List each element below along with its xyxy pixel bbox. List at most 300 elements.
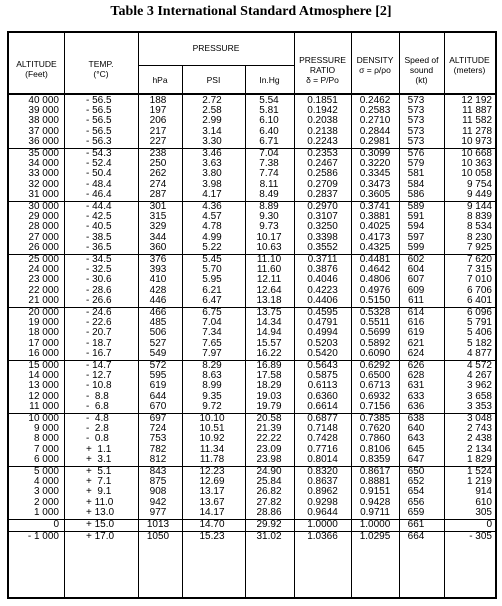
cell-pressure-ratio: 0.8637 bbox=[307, 476, 338, 488]
cell-altitude-feet: 14 000 bbox=[28, 370, 59, 382]
header-density-line2: σ = ρ/ρo bbox=[359, 65, 391, 75]
cell-inhg: 13.75 bbox=[256, 307, 282, 318]
cell-altitude-meters: 5 406 bbox=[466, 327, 492, 339]
cell-density: 0.4976 bbox=[359, 284, 391, 296]
cell-temp: - 20.7 bbox=[86, 327, 112, 339]
cell-inhg: 7.38 bbox=[259, 158, 279, 170]
cell-psi: 8.29 bbox=[202, 360, 222, 371]
cell-psi: 5.95 bbox=[202, 274, 222, 286]
cell-altitude-meters: 8 534 bbox=[466, 221, 492, 233]
cell-psi: 4.17 bbox=[202, 188, 222, 200]
cell-density: 0.9151 bbox=[359, 486, 391, 498]
cell-altitude-meters: 7 315 bbox=[466, 264, 492, 276]
cell-altitude-meters: 2 438 bbox=[466, 433, 492, 445]
cell-inhg: 19.03 bbox=[256, 390, 282, 402]
cell-pressure-ratio: 0.4994 bbox=[307, 327, 338, 339]
cell-speed-of-sound: 656 bbox=[407, 496, 425, 508]
cell-temp: + 1.1 bbox=[86, 443, 112, 455]
cell-speed-of-sound: 602 bbox=[407, 254, 425, 265]
cell-psi: 4.57 bbox=[202, 211, 222, 223]
cell-psi: 13.17 bbox=[199, 486, 225, 498]
cell-temp: - 46.4 bbox=[86, 188, 112, 200]
cell-pressure-ratio: 0.2970 bbox=[307, 201, 338, 212]
cell-speed-of-sound: 573 bbox=[407, 125, 425, 137]
cell-altitude-meters: 10 973 bbox=[461, 135, 492, 147]
cell-density: 0.4806 bbox=[359, 274, 391, 286]
cell-speed-of-sound: 628 bbox=[407, 370, 425, 382]
cell-pressure-ratio: 0.5643 bbox=[307, 360, 338, 371]
cell-pressure-ratio: 0.7716 bbox=[307, 443, 338, 455]
cell-altitude-feet: 24 000 bbox=[28, 264, 59, 276]
cell-temp: - 24.6 bbox=[86, 307, 112, 318]
divider bbox=[444, 33, 445, 597]
cell-hpa: 1050 bbox=[146, 531, 170, 543]
cell-density: 0.5699 bbox=[359, 327, 391, 339]
cell-psi: 6.75 bbox=[202, 307, 222, 318]
cell-pressure-ratio: 0.2243 bbox=[307, 135, 338, 147]
cell-inhg: 20.58 bbox=[256, 413, 282, 424]
header-temp bbox=[64, 59, 138, 79]
cell-inhg: 16.89 bbox=[256, 360, 282, 371]
cell-temp: - 28.6 bbox=[86, 284, 112, 296]
cell-inhg: 6.71 bbox=[259, 135, 279, 147]
cell-inhg: 10.17 bbox=[256, 231, 282, 243]
cell-speed-of-sound: 652 bbox=[407, 476, 425, 488]
cell-speed-of-sound: 581 bbox=[407, 168, 425, 180]
cell-pressure-ratio: 0.7148 bbox=[307, 423, 338, 435]
cell-pressure-ratio: 0.9644 bbox=[307, 506, 338, 518]
header-altitude-label: ALTITUDE bbox=[16, 59, 57, 69]
cell-density: 0.3220 bbox=[359, 158, 391, 170]
cell-temp: - 32.5 bbox=[86, 264, 112, 276]
cell-pressure-ratio: 0.2353 bbox=[307, 148, 338, 159]
header-sound-line1: Speed of bbox=[404, 55, 439, 65]
cell-altitude-meters: 3 658 bbox=[466, 390, 492, 402]
cell-psi: 9.72 bbox=[202, 400, 222, 412]
cell-psi: 7.04 bbox=[202, 317, 222, 329]
cell-altitude-meters: 6 401 bbox=[466, 294, 492, 306]
cell-temp: - 26.6 bbox=[86, 294, 112, 306]
cell-altitude-meters: 1 829 bbox=[466, 453, 492, 465]
cell-density: 0.4642 bbox=[359, 264, 391, 276]
cell-density: 0.8106 bbox=[359, 443, 391, 455]
cell-psi: 3.30 bbox=[202, 135, 222, 147]
cell-hpa: 753 bbox=[149, 433, 167, 445]
cell-psi: 2.99 bbox=[202, 115, 222, 127]
cell-temp: - 36.5 bbox=[86, 241, 112, 253]
cell-speed-of-sound: 647 bbox=[407, 453, 425, 465]
cell-altitude-meters: 9 754 bbox=[466, 178, 492, 190]
cell-speed-of-sound: 594 bbox=[407, 221, 425, 233]
cell-hpa: 527 bbox=[149, 337, 167, 349]
cell-altitude-feet: 25 000 bbox=[28, 254, 59, 265]
cell-temp: + 9.1 bbox=[86, 486, 112, 498]
cell-temp: + 15.0 bbox=[86, 519, 115, 530]
cell-pressure-ratio: 0.5420 bbox=[307, 347, 338, 359]
cell-speed-of-sound: 643 bbox=[407, 433, 425, 445]
cell-speed-of-sound: 654 bbox=[407, 486, 425, 498]
cell-speed-of-sound: 631 bbox=[407, 380, 425, 392]
cell-speed-of-sound: 591 bbox=[407, 211, 425, 223]
cell-temp: - 22.6 bbox=[86, 317, 112, 329]
cell-hpa: 506 bbox=[149, 327, 167, 339]
cell-density: 0.5511 bbox=[360, 317, 390, 329]
cell-hpa: 376 bbox=[149, 254, 167, 265]
cell-temp: + 3.1 bbox=[86, 453, 112, 465]
cell-temp: + 5.1 bbox=[86, 466, 112, 477]
cell-temp: - 16.7 bbox=[86, 347, 112, 359]
cell-hpa: 206 bbox=[149, 115, 167, 127]
cell-speed-of-sound: 584 bbox=[407, 178, 425, 190]
cell-altitude-meters: 8 230 bbox=[466, 231, 492, 243]
cell-speed-of-sound: 611 bbox=[408, 294, 424, 306]
cell-pressure-ratio: 0.3107 bbox=[307, 211, 338, 223]
cell-density: 0.4325 bbox=[359, 241, 391, 253]
cell-altitude-feet: 17 000 bbox=[28, 337, 59, 349]
cell-density: 0.5328 bbox=[359, 307, 391, 318]
table-title: Table 3 International Standard Atmosphere [2] bbox=[110, 4, 392, 19]
cell-pressure-ratio: 0.6113 bbox=[307, 380, 338, 392]
cell-psi: 12.69 bbox=[199, 476, 225, 488]
cell-temp: + 17.0 bbox=[86, 531, 115, 543]
cell-inhg: 8.89 bbox=[259, 201, 279, 212]
cell-inhg: 19.79 bbox=[256, 400, 282, 412]
cell-inhg: 11.60 bbox=[256, 264, 282, 276]
cell-density: 0.7385 bbox=[359, 413, 391, 424]
cell-psi: 3.46 bbox=[202, 148, 222, 159]
cell-altitude-feet: 0 bbox=[53, 519, 59, 530]
cell-psi: 10.92 bbox=[199, 433, 225, 445]
cell-inhg: 18.29 bbox=[256, 380, 282, 392]
cell-psi: 5.45 bbox=[202, 254, 222, 265]
cell-temp: - 0.8 bbox=[86, 433, 109, 445]
header-speed-of-sound bbox=[399, 55, 444, 85]
cell-inhg: 22.22 bbox=[256, 433, 282, 445]
cell-altitude-feet: 22 000 bbox=[28, 284, 59, 296]
cell-temp: - 18.7 bbox=[86, 337, 112, 349]
cell-hpa: 875 bbox=[149, 476, 167, 488]
cell-inhg: 25.84 bbox=[256, 476, 282, 488]
cell-pressure-ratio: 1.0000 bbox=[307, 519, 338, 530]
cell-altitude-feet: 13 000 bbox=[28, 380, 59, 392]
cell-pressure-ratio: 0.5875 bbox=[307, 370, 338, 382]
cell-altitude-meters: 6 706 bbox=[466, 284, 492, 296]
cell-speed-of-sound: 624 bbox=[407, 347, 425, 359]
cell-altitude-feet: 19 000 bbox=[28, 317, 59, 329]
cell-psi: 5.70 bbox=[202, 264, 222, 276]
cell-altitude-meters: 7 620 bbox=[466, 254, 492, 265]
cell-inhg: 12.11 bbox=[256, 274, 282, 286]
cell-hpa: 572 bbox=[149, 360, 167, 371]
cell-inhg: 26.82 bbox=[256, 486, 282, 498]
cell-altitude-feet: 6 000 bbox=[33, 453, 59, 465]
cell-psi: 4.99 bbox=[202, 231, 222, 243]
cell-density: 0.4173 bbox=[359, 231, 391, 243]
cell-speed-of-sound: 609 bbox=[407, 284, 425, 296]
cell-altitude-meters: 7 010 bbox=[466, 274, 492, 286]
cell-speed-of-sound: 589 bbox=[407, 201, 425, 212]
cell-altitude-meters: 10 363 bbox=[461, 158, 492, 170]
cell-hpa: 217 bbox=[149, 125, 167, 137]
cell-hpa: 697 bbox=[149, 413, 167, 424]
cell-altitude-feet: 32 000 bbox=[28, 178, 59, 190]
cell-altitude-meters: 7 925 bbox=[466, 241, 492, 253]
cell-temp: - 44.4 bbox=[86, 201, 112, 212]
cell-pressure-ratio: 0.2709 bbox=[307, 178, 338, 190]
header-sound-line2: sound bbox=[409, 65, 434, 75]
cell-altitude-meters: 1 219 bbox=[466, 476, 492, 488]
cell-temp: - 6.8 bbox=[86, 400, 109, 412]
cell-density: 0.9428 bbox=[359, 496, 391, 508]
cell-density: 0.6090 bbox=[359, 347, 391, 359]
cell-hpa: 344 bbox=[149, 231, 167, 243]
cell-altitude-meters: 12 192 bbox=[461, 95, 492, 106]
cell-psi: 11.78 bbox=[199, 453, 225, 465]
cell-altitude-meters: 2 743 bbox=[466, 423, 492, 435]
cell-altitude-feet: 1 000 bbox=[33, 506, 59, 518]
cell-altitude-meters: 4 267 bbox=[466, 370, 492, 382]
cell-altitude-meters: 4 572 bbox=[466, 360, 492, 371]
cell-altitude-feet: 2 000 bbox=[33, 496, 59, 508]
cell-hpa: 549 bbox=[149, 347, 167, 359]
cell-temp: - 4.8 bbox=[86, 413, 109, 424]
cell-density: 0.2981 bbox=[359, 135, 391, 147]
cell-speed-of-sound: 597 bbox=[407, 231, 425, 243]
cell-psi: 3.98 bbox=[202, 178, 222, 190]
cell-altitude-feet: 35 000 bbox=[28, 148, 59, 159]
cell-hpa: 287 bbox=[149, 188, 167, 200]
cell-speed-of-sound: 586 bbox=[407, 188, 425, 200]
divider bbox=[399, 33, 400, 597]
cell-density: 1.0295 bbox=[359, 531, 391, 543]
cell-altitude-feet: 12 000 bbox=[28, 390, 59, 402]
cell-inhg: 24.90 bbox=[256, 466, 282, 477]
cell-pressure-ratio: 0.3552 bbox=[307, 241, 338, 253]
cell-altitude-meters: 8 839 bbox=[466, 211, 492, 223]
cell-altitude-feet: 20 000 bbox=[28, 307, 59, 318]
cell-pressure-ratio: 0.4595 bbox=[307, 307, 338, 318]
cell-psi: 3.80 bbox=[202, 168, 222, 180]
cell-density: 0.8617 bbox=[359, 466, 391, 477]
cell-speed-of-sound: 576 bbox=[407, 148, 425, 159]
header-density-line1: DENSITY bbox=[356, 55, 394, 65]
cell-inhg: 5.54 bbox=[259, 95, 279, 106]
cell-speed-of-sound: 573 bbox=[407, 115, 425, 127]
cell-altitude-meters: 5 791 bbox=[466, 317, 492, 329]
cell-inhg: 9.73 bbox=[259, 221, 279, 233]
cell-altitude-feet: 37 000 bbox=[28, 125, 59, 137]
cell-altitude-feet: 9 000 bbox=[33, 423, 59, 435]
cell-altitude-feet: 23 000 bbox=[28, 274, 59, 286]
cell-altitude-meters: 9 449 bbox=[466, 188, 492, 200]
cell-hpa: 329 bbox=[149, 221, 167, 233]
cell-altitude-feet: 39 000 bbox=[28, 105, 59, 117]
cell-density: 0.3741 bbox=[359, 201, 391, 212]
cell-inhg: 23.98 bbox=[256, 453, 282, 465]
cell-density: 0.6292 bbox=[359, 360, 391, 371]
cell-altitude-feet: 21 000 bbox=[28, 294, 59, 306]
cell-inhg: 28.86 bbox=[256, 506, 282, 518]
cell-pressure-ratio: 0.2467 bbox=[307, 158, 338, 170]
header-altitude-feet bbox=[9, 59, 64, 79]
cell-pressure-ratio: 0.3398 bbox=[307, 231, 338, 243]
cell-altitude-feet: 7 000 bbox=[33, 443, 59, 455]
cell-psi: 10.51 bbox=[199, 423, 225, 435]
cell-inhg: 14.34 bbox=[256, 317, 282, 329]
cell-altitude-meters: 11 278 bbox=[462, 125, 492, 137]
cell-psi: 4.78 bbox=[202, 221, 222, 233]
cell-temp: - 50.4 bbox=[86, 168, 112, 180]
cell-temp: - 56.3 bbox=[86, 135, 112, 147]
cell-temp: - 14.7 bbox=[86, 360, 112, 371]
cell-psi: 3.63 bbox=[202, 158, 222, 170]
cell-temp: - 48.4 bbox=[86, 178, 112, 190]
cell-density: 0.7620 bbox=[359, 423, 391, 435]
cell-hpa: 428 bbox=[149, 284, 167, 296]
cell-inhg: 13.18 bbox=[256, 294, 282, 306]
cell-pressure-ratio: 0.6614 bbox=[307, 400, 338, 412]
cell-pressure-ratio: 0.7428 bbox=[307, 433, 338, 445]
cell-pressure-ratio: 0.4406 bbox=[307, 294, 338, 306]
cell-hpa: 360 bbox=[149, 241, 167, 253]
cell-temp: + 7.1 bbox=[86, 476, 112, 488]
cell-altitude-meters: 11 887 bbox=[462, 105, 492, 117]
cell-pressure-ratio: 0.2837 bbox=[307, 188, 338, 200]
cell-inhg: 17.58 bbox=[256, 370, 282, 382]
cell-inhg: 12.64 bbox=[256, 284, 282, 296]
cell-hpa: 724 bbox=[149, 423, 167, 435]
cell-speed-of-sound: 640 bbox=[407, 423, 425, 435]
cell-density: 0.7156 bbox=[359, 400, 391, 412]
cell-altitude-meters: 1 524 bbox=[466, 466, 492, 477]
cell-altitude-feet: 33 000 bbox=[28, 168, 59, 180]
cell-psi: 14.17 bbox=[199, 506, 225, 518]
cell-altitude-feet: 27 000 bbox=[28, 231, 59, 243]
cell-altitude-meters: - 305 bbox=[469, 531, 492, 543]
cell-hpa: 644 bbox=[149, 390, 167, 402]
cell-density: 0.4025 bbox=[359, 221, 391, 233]
cell-altitude-feet: - 1 000 bbox=[27, 531, 59, 543]
header-hpa: hPa bbox=[152, 75, 168, 85]
cell-altitude-meters: 10 668 bbox=[461, 148, 492, 159]
cell-psi: 12.23 bbox=[199, 466, 225, 477]
cell-speed-of-sound: 616 bbox=[407, 317, 425, 329]
cell-pressure-ratio: 0.3250 bbox=[307, 221, 338, 233]
cell-altitude-meters: 3 353 bbox=[466, 400, 492, 412]
cell-speed-of-sound: 614 bbox=[407, 307, 425, 318]
cell-speed-of-sound: 664 bbox=[407, 531, 425, 543]
cell-psi: 13.67 bbox=[199, 496, 225, 508]
cell-altitude-feet: 15 000 bbox=[28, 360, 59, 371]
cell-density: 0.6932 bbox=[359, 390, 391, 402]
cell-altitude-feet: 10 000 bbox=[28, 413, 59, 424]
cell-speed-of-sound: 607 bbox=[407, 274, 425, 286]
cell-inhg: 7.04 bbox=[259, 148, 279, 159]
cell-temp: - 52.4 bbox=[86, 158, 112, 170]
cell-pressure-ratio: 0.8320 bbox=[307, 466, 338, 477]
divider bbox=[351, 33, 352, 597]
cell-temp: - 42.5 bbox=[86, 211, 112, 223]
cell-pressure-ratio: 0.4223 bbox=[307, 284, 338, 296]
cell-altitude-feet: 4 000 bbox=[33, 476, 59, 488]
cell-altitude-feet: 8 000 bbox=[33, 433, 59, 445]
cell-density: 0.3099 bbox=[359, 148, 391, 159]
cell-inhg: 10.63 bbox=[256, 241, 282, 253]
cell-psi: 9.35 bbox=[202, 390, 222, 402]
cell-altitude-feet: 31 000 bbox=[28, 188, 59, 200]
cell-hpa: 782 bbox=[149, 443, 167, 455]
cell-pressure-ratio: 0.3876 bbox=[307, 264, 338, 276]
cell-inhg: 8.11 bbox=[259, 178, 279, 190]
cell-hpa: 274 bbox=[149, 178, 167, 190]
cell-speed-of-sound: 599 bbox=[407, 241, 425, 253]
cell-hpa: 315 bbox=[149, 211, 167, 223]
cell-inhg: 7.74 bbox=[259, 168, 279, 180]
cell-temp: - 40.5 bbox=[86, 221, 112, 233]
cell-psi: 8.99 bbox=[202, 380, 222, 392]
cell-psi: 4.36 bbox=[202, 201, 222, 212]
divider bbox=[182, 65, 183, 597]
cell-altitude-feet: 29 000 bbox=[28, 211, 59, 223]
cell-inhg: 8.49 bbox=[259, 188, 279, 200]
header-pressure-ratio bbox=[294, 55, 351, 85]
cell-hpa: 908 bbox=[149, 486, 167, 498]
cell-pressure-ratio: 0.4791 bbox=[307, 317, 338, 329]
cell-speed-of-sound: 619 bbox=[407, 327, 425, 339]
cell-speed-of-sound: 636 bbox=[407, 400, 425, 412]
cell-pressure-ratio: 0.8962 bbox=[307, 486, 338, 498]
cell-psi: 6.47 bbox=[202, 294, 222, 306]
cell-inhg: 6.10 bbox=[259, 115, 279, 127]
cell-hpa: 977 bbox=[149, 506, 167, 518]
cell-hpa: 197 bbox=[149, 105, 167, 117]
cell-inhg: 14.94 bbox=[256, 327, 282, 339]
cell-density: 0.2844 bbox=[359, 125, 391, 137]
cell-altitude-feet: 28 000 bbox=[28, 221, 59, 233]
divider bbox=[138, 65, 294, 66]
cell-speed-of-sound: 659 bbox=[407, 506, 425, 518]
cell-density: 0.6500 bbox=[359, 370, 391, 382]
cell-speed-of-sound: 638 bbox=[407, 413, 425, 424]
cell-altitude-meters: 3 048 bbox=[466, 413, 492, 424]
cell-inhg: 6.40 bbox=[259, 125, 279, 137]
cell-psi: 7.34 bbox=[202, 327, 222, 339]
cell-inhg: 15.57 bbox=[256, 337, 282, 349]
cell-psi: 7.65 bbox=[202, 337, 222, 349]
cell-altitude-meters: 9 144 bbox=[466, 201, 492, 212]
cell-psi: 6.21 bbox=[202, 284, 222, 296]
header-altitude-unit: (Feet) bbox=[25, 69, 48, 79]
cell-speed-of-sound: 633 bbox=[407, 390, 425, 402]
cell-hpa: 238 bbox=[149, 148, 167, 159]
cell-pressure-ratio: 0.1851 bbox=[307, 95, 338, 106]
cell-temp: - 30.6 bbox=[86, 274, 112, 286]
cell-altitude-meters: 2 134 bbox=[466, 443, 492, 455]
divider bbox=[64, 33, 65, 597]
cell-speed-of-sound: 650 bbox=[407, 466, 425, 477]
cell-altitude-feet: 5 000 bbox=[33, 466, 59, 477]
cell-temp: - 10.8 bbox=[86, 380, 112, 392]
cell-density: 0.2583 bbox=[359, 105, 391, 117]
cell-density: 0.4481 bbox=[359, 254, 391, 265]
header-pressure: PRESSURE bbox=[192, 43, 240, 53]
cell-speed-of-sound: 604 bbox=[407, 264, 425, 276]
cell-altitude-feet: 34 000 bbox=[28, 158, 59, 170]
cell-inhg: 21.39 bbox=[256, 423, 282, 435]
cell-hpa: 227 bbox=[149, 135, 167, 147]
cell-hpa: 301 bbox=[149, 201, 167, 212]
cell-hpa: 595 bbox=[149, 370, 167, 382]
